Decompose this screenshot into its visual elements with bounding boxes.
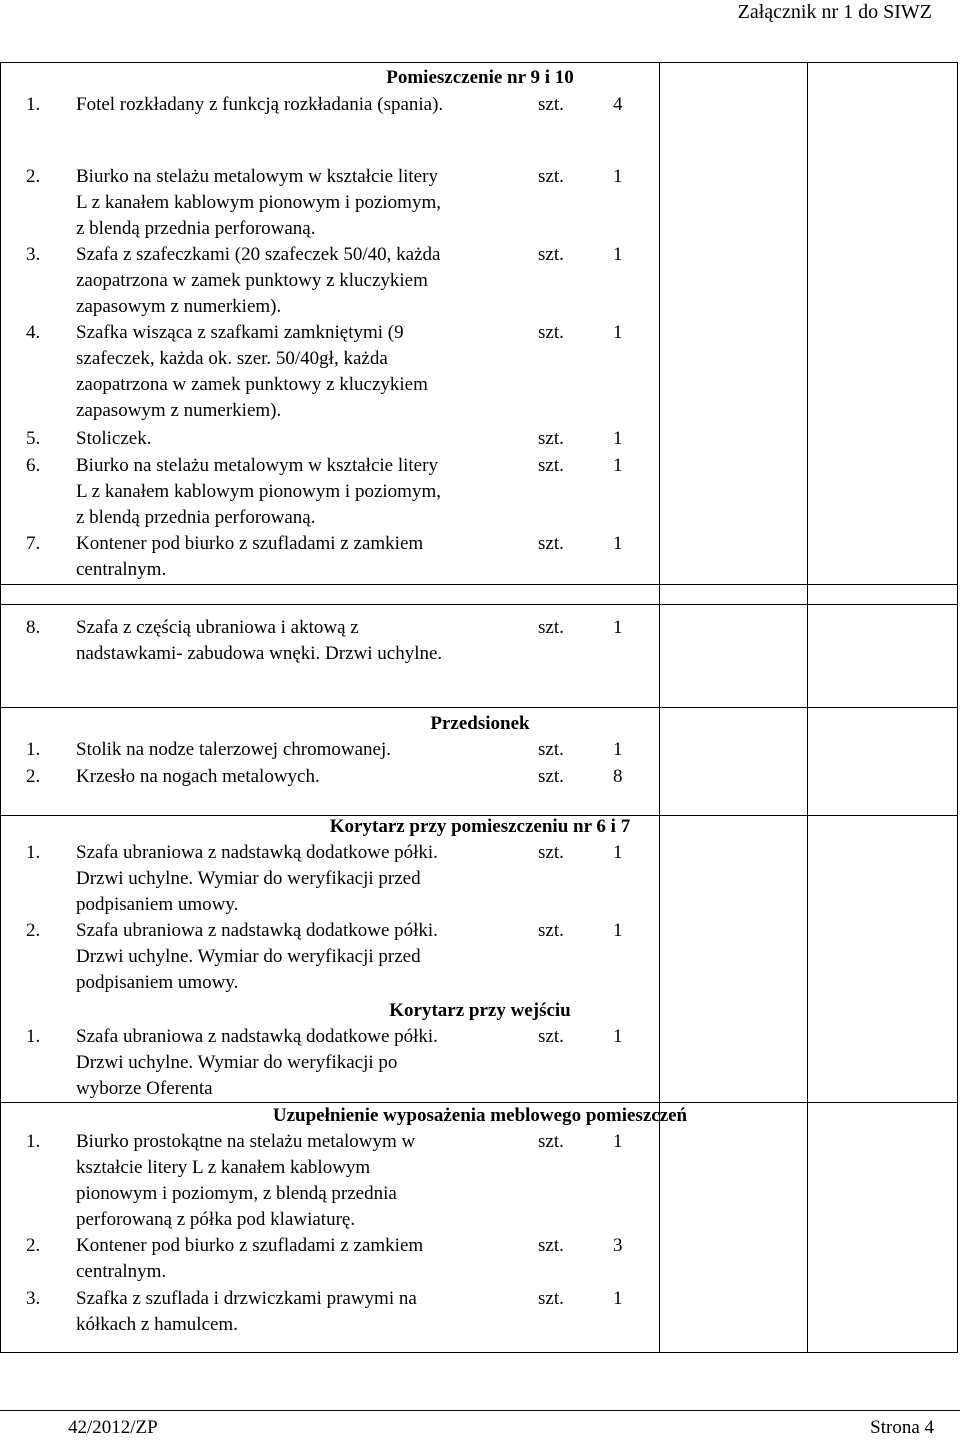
item-description: kształcie litery L z kanałem kablowym <box>76 1157 371 1178</box>
item-description: centralnym. <box>76 559 167 580</box>
item-description: Szafa z szafeczkami (20 szafeczek 50/40, każda <box>76 244 441 265</box>
item-quantity: 1 <box>613 1288 623 1309</box>
item-number: 4. <box>26 322 41 343</box>
section-title: Przedsionek <box>430 713 530 734</box>
item-description: centralnym. <box>76 1261 167 1282</box>
item-number: 8. <box>26 617 41 638</box>
item-description: Biurko prostokątne na stelażu metalowym w <box>76 1131 416 1152</box>
header-text: Załącznik nr 1 do SIWZ <box>737 1 932 23</box>
item-unit: szt. <box>538 455 564 476</box>
item-number: 2. <box>26 920 41 941</box>
item-description: zapasowym z numerkiem). <box>76 400 282 421</box>
item-quantity: 1 <box>613 244 623 265</box>
item-description: Szafka z szuflada i drzwiczkami prawymi na <box>76 1288 417 1309</box>
item-unit: szt. <box>538 94 564 115</box>
item-unit: szt. <box>538 617 564 638</box>
item-description: Stoliczek. <box>76 428 152 449</box>
item-number: 2. <box>26 766 41 787</box>
item-quantity: 1 <box>613 428 623 449</box>
footer-divider <box>0 1410 960 1411</box>
item-unit: szt. <box>538 1235 564 1256</box>
item-description: Drzwi uchylne. Wymiar do weryfikacji po <box>76 1052 398 1073</box>
item-number: 2. <box>26 166 41 187</box>
item-quantity: 1 <box>613 166 623 187</box>
item-number: 6. <box>26 455 41 476</box>
item-number: 1. <box>26 842 41 863</box>
item-description: Drzwi uchylne. Wymiar do weryfikacji przed <box>76 946 421 967</box>
item-quantity: 1 <box>613 920 623 941</box>
item-description: Fotel rozkładany z funkcją rozkładania (spania). <box>76 94 444 115</box>
item-description: szafeczek, każda ok. szer. 50/40gł, każda <box>76 348 388 369</box>
item-description: L z kanałem kablowym pionowym i poziomym, <box>76 481 441 502</box>
item-unit: szt. <box>538 1288 564 1309</box>
item-unit: szt. <box>538 1026 564 1047</box>
item-description: Stolik na nodze talerzowej chromowanej. <box>76 739 391 760</box>
item-description: Kontener pod biurko z szufladami z zamkiem <box>76 533 424 554</box>
item-quantity: 1 <box>613 322 623 343</box>
item-number: 2. <box>26 1235 41 1256</box>
item-number: 3. <box>26 1288 41 1309</box>
item-unit: szt. <box>538 842 564 863</box>
item-quantity: 1 <box>613 1131 623 1152</box>
item-number: 1. <box>26 94 41 115</box>
item-description: Szafa ubraniowa z nadstawką dodatkowe półki. <box>76 1026 438 1047</box>
item-description: podpisaniem umowy. <box>76 894 239 915</box>
item-quantity: 8 <box>613 766 623 787</box>
item-unit: szt. <box>538 739 564 760</box>
item-description: zaopatrzona w zamek punktowy z kluczykiem <box>76 270 428 291</box>
item-description: Szafa ubraniowa z nadstawką dodatkowe półki. <box>76 920 438 941</box>
section-title: Korytarz przy pomieszczeniu nr 6 i 7 <box>329 816 631 837</box>
item-description: pionowym i poziomym, z blendą przednia <box>76 1183 397 1204</box>
item-quantity: 1 <box>613 842 623 863</box>
item-quantity: 1 <box>613 617 623 638</box>
item-unit: szt. <box>538 428 564 449</box>
item-description: kółkach z hamulcem. <box>76 1314 238 1335</box>
item-quantity: 1 <box>613 1026 623 1047</box>
footer-reference: 42/2012/ZP <box>68 1417 158 1438</box>
item-description: Biurko na stelażu metalowym w kształcie litery <box>76 166 438 187</box>
item-unit: szt. <box>538 1131 564 1152</box>
item-unit: szt. <box>538 322 564 343</box>
section-title: Uzupełnienie wyposażenia meblowego pomieszczeń <box>272 1105 688 1126</box>
item-description: Szafa z częścią ubraniowa i aktową z <box>76 617 359 638</box>
item-description: z blendą przednia perforowaną. <box>76 218 316 239</box>
item-quantity: 1 <box>613 455 623 476</box>
item-number: 5. <box>26 428 41 449</box>
item-quantity: 3 <box>613 1235 623 1256</box>
item-number: 7. <box>26 533 41 554</box>
item-unit: szt. <box>538 166 564 187</box>
item-unit: szt. <box>538 244 564 265</box>
item-unit: szt. <box>538 533 564 554</box>
item-description: Szafa ubraniowa z nadstawką dodatkowe półki. <box>76 842 438 863</box>
item-description: perforowaną z półka pod klawiaturę. <box>76 1209 356 1230</box>
item-description: Drzwi uchylne. Wymiar do weryfikacji przed <box>76 868 421 889</box>
item-description: Szafka wisząca z szafkami zamkniętymi (9 <box>76 322 404 343</box>
item-number: 3. <box>26 244 41 265</box>
item-description: L z kanałem kablowym pionowym i poziomym, <box>76 192 441 213</box>
item-description: Kontener pod biurko z szufladami z zamkiem <box>76 1235 424 1256</box>
item-quantity: 1 <box>613 533 623 554</box>
item-number: 1. <box>26 739 41 760</box>
item-description: podpisaniem umowy. <box>76 972 239 993</box>
section-title: Pomieszczenie nr 9 i 10 <box>386 67 574 88</box>
footer-page-number: Strona 4 <box>870 1417 934 1438</box>
item-quantity: 1 <box>613 739 623 760</box>
item-unit: szt. <box>538 920 564 941</box>
item-unit: szt. <box>538 766 564 787</box>
section-title: Korytarz przy wejściu <box>389 1000 571 1021</box>
item-description: zapasowym z numerkiem). <box>76 296 282 317</box>
item-number: 1. <box>26 1026 41 1047</box>
item-description: wyborze Oferenta <box>76 1078 213 1099</box>
item-description: Biurko na stelażu metalowym w kształcie litery <box>76 455 438 476</box>
item-description: zaopatrzona w zamek punktowy z kluczykiem <box>76 374 428 395</box>
item-description: Krzesło na nogach metalowych. <box>76 766 320 787</box>
item-number: 1. <box>26 1131 41 1152</box>
item-description: nadstawkami- zabudowa wnęki. Drzwi uchylne. <box>76 643 443 664</box>
item-description: z blendą przednia perforowaną. <box>76 507 316 528</box>
item-quantity: 4 <box>613 94 623 115</box>
